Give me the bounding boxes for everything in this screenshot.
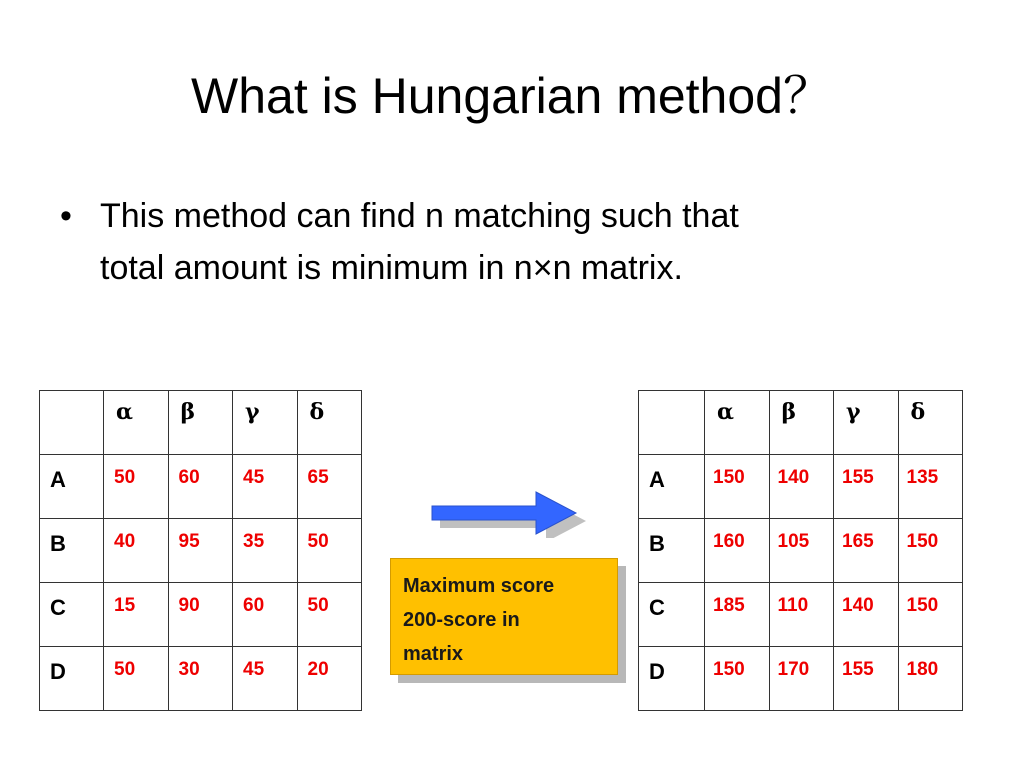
arrow-graphic — [430, 488, 590, 538]
column-header: β — [168, 391, 233, 455]
table-row — [40, 647, 362, 711]
column-header: α — [104, 391, 169, 455]
table-cell: 110 — [769, 583, 834, 647]
table-cell: 105 — [769, 519, 834, 583]
row-header: B — [40, 519, 104, 583]
corner-cell — [40, 391, 104, 455]
column-header: δ — [898, 391, 963, 455]
table-cell: 140 — [834, 583, 899, 647]
table-cell: 50 — [104, 455, 169, 519]
converted-score-matrix — [638, 390, 963, 711]
header-row — [639, 391, 963, 455]
table-cell: 60 — [168, 455, 233, 519]
table-row — [639, 519, 963, 583]
bullet-text — [100, 190, 940, 294]
table-cell: 150 — [705, 455, 770, 519]
table-cell: 185 — [705, 583, 770, 647]
table-row — [40, 455, 362, 519]
table-cell: 40 — [104, 519, 169, 583]
corner-cell — [639, 391, 705, 455]
row-header: C — [639, 583, 705, 647]
row-header: C — [40, 583, 104, 647]
table-cell: 170 — [769, 647, 834, 711]
table-cell: 60 — [233, 583, 298, 647]
table-cell: 155 — [834, 455, 899, 519]
table-row — [639, 455, 963, 519]
row-header: A — [40, 455, 104, 519]
row-header: D — [40, 647, 104, 711]
column-header: γ — [233, 391, 298, 455]
right-arrow-icon — [430, 488, 590, 538]
original-cost-matrix — [39, 390, 362, 711]
column-header: α — [705, 391, 770, 455]
row-header: B — [639, 519, 705, 583]
table-cell: 15 — [104, 583, 169, 647]
table-cell: 150 — [705, 647, 770, 711]
table-cell: 50 — [297, 583, 362, 647]
table-cell: 50 — [104, 647, 169, 711]
table-row — [639, 583, 963, 647]
note-line: 200-score in — [403, 609, 520, 631]
table-cell: 150 — [898, 519, 963, 583]
table-cell: 90 — [168, 583, 233, 647]
header-row — [40, 391, 362, 455]
table-cell: 155 — [834, 647, 899, 711]
table-row — [40, 519, 362, 583]
column-header: δ — [297, 391, 362, 455]
table-cell: 20 — [297, 647, 362, 711]
table-row — [639, 647, 963, 711]
row-header: D — [639, 647, 705, 711]
note-line: matrix — [403, 643, 464, 665]
column-header: γ — [834, 391, 899, 455]
table-cell: 165 — [834, 519, 899, 583]
table-cell: 35 — [233, 519, 298, 583]
table-cell: 30 — [168, 647, 233, 711]
table-cell: 160 — [705, 519, 770, 583]
table-cell: 45 — [233, 455, 298, 519]
bullet-line-2: total amount is minimum in n×n matrix. — [100, 249, 683, 287]
note-line: Maximum score — [403, 575, 555, 597]
table-cell: 180 — [898, 647, 963, 711]
score-conversion-note — [390, 558, 618, 675]
table-cell: 50 — [297, 519, 362, 583]
table-cell: 95 — [168, 519, 233, 583]
table-cell: 140 — [769, 455, 834, 519]
table-cell: 135 — [898, 455, 963, 519]
column-header: β — [769, 391, 834, 455]
row-header: A — [639, 455, 705, 519]
bullet-line-1: This method can find n matching such that — [100, 197, 739, 235]
table-row — [40, 583, 362, 647]
slide-title: What is Hungarian method？ — [191, 68, 833, 124]
table-cell: 150 — [898, 583, 963, 647]
table-cell: 65 — [297, 455, 362, 519]
table-cell: 45 — [233, 647, 298, 711]
bullet-marker: • — [60, 197, 72, 235]
